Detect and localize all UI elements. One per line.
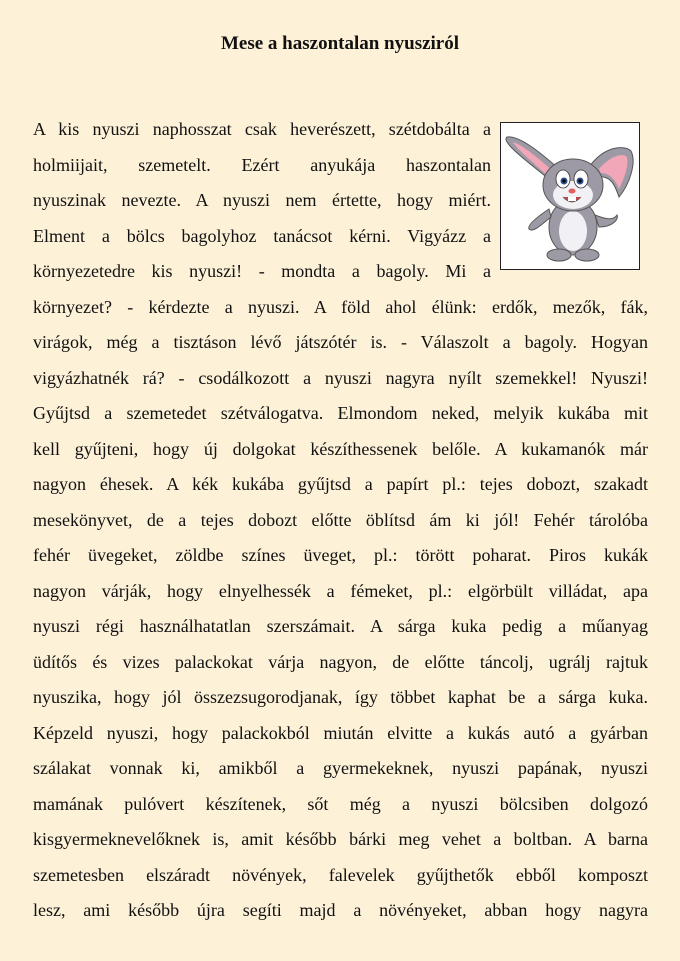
story-line: környezetedre kis nyuszi! - mondta a bagoly. Mi a xyxy=(33,261,491,281)
story-line: nyuszinak nevezte. A nyuszi nem értette, hogy miért. xyxy=(33,190,491,210)
story-line: Gyűjtsd a szemetedet szétválogatva. Elmondom neked, melyik kukába mit xyxy=(33,403,648,423)
story-line: kisgyermeknevelőknek is, amit később bárki meg vehet a boltban. A barna xyxy=(33,829,648,849)
story-line: Elment a bölcs bagolyhoz tanácsot kérni. Vigyázz a xyxy=(33,225,491,246)
story-text xyxy=(33,112,648,929)
story-line: A kis nyuszi naphosszat csak heverészett, szétdobálta a xyxy=(33,119,491,139)
story-line: szálakat vonnak ki, amikből a gyermekeknek, nyuszi papának, nyuszi xyxy=(33,758,648,778)
story-line: Képzeld nyuszi, hogy palackokból miután elvitte a kukás autó a gyárban xyxy=(33,722,648,743)
story-line: szemetesben elszáradt növények, falevelek gyűjthetők ebből komposzt xyxy=(33,864,648,885)
story-line: vigyázhatnék rá? - csodálkozott a nyuszi nagyra nyílt szemekkel! Nyuszi! xyxy=(33,367,648,388)
story-line: üdítős és vizes palackokat várja nagyon, de előtte táncolj, ugrálj rajtuk xyxy=(33,651,648,672)
story-line: kell gyűjteni, hogy új dolgokat készíthessenek belőle. A kukamanók már xyxy=(33,438,648,459)
story-line: holmiijait, szemetelt. Ezért anyukája haszontalan xyxy=(33,154,491,175)
story-line: virágok, még a tisztáson lévő játszótér is. - Válaszolt a bagoly. Hogyan xyxy=(33,332,648,352)
story-line: lesz, ami később újra segíti majd a növényeket, abban hogy nagyra xyxy=(33,900,648,920)
story-line: nagyon várják, hogy elnyelhessék a fémeket, pl.: elgörbült villádat, apa xyxy=(33,580,648,601)
story-line: nyuszika, hogy jól összezsugorodjanak, így többet kaphat be a sárga kuka. xyxy=(33,687,648,707)
story-line: nagyon éhesek. A kék kukába gyűjtsd a papírt pl.: tejes dobozt, szakadt xyxy=(33,474,648,494)
story-line: mamának pulóvert készítenek, sőt még a nyuszi bölcsiben dolgozó xyxy=(33,793,648,814)
story-line: környezet? - kérdezte a nyuszi. A föld ahol élünk: erdők, mezők, fák, xyxy=(33,296,648,317)
story-line: nyuszi régi használhatatlan szerszámait. A sárga kuka pedig a műanyag xyxy=(33,616,648,636)
story-line: mesekönyvet, de a tejes dobozt előtte öblítsd ám ki jól! Fehér tárolóba xyxy=(33,509,648,530)
page-title: Mese a haszontalan nyusziról xyxy=(220,33,460,54)
story-line: fehér üvegeket, zöldbe színes üveget, pl.: törött poharat. Piros kukák xyxy=(33,545,648,565)
